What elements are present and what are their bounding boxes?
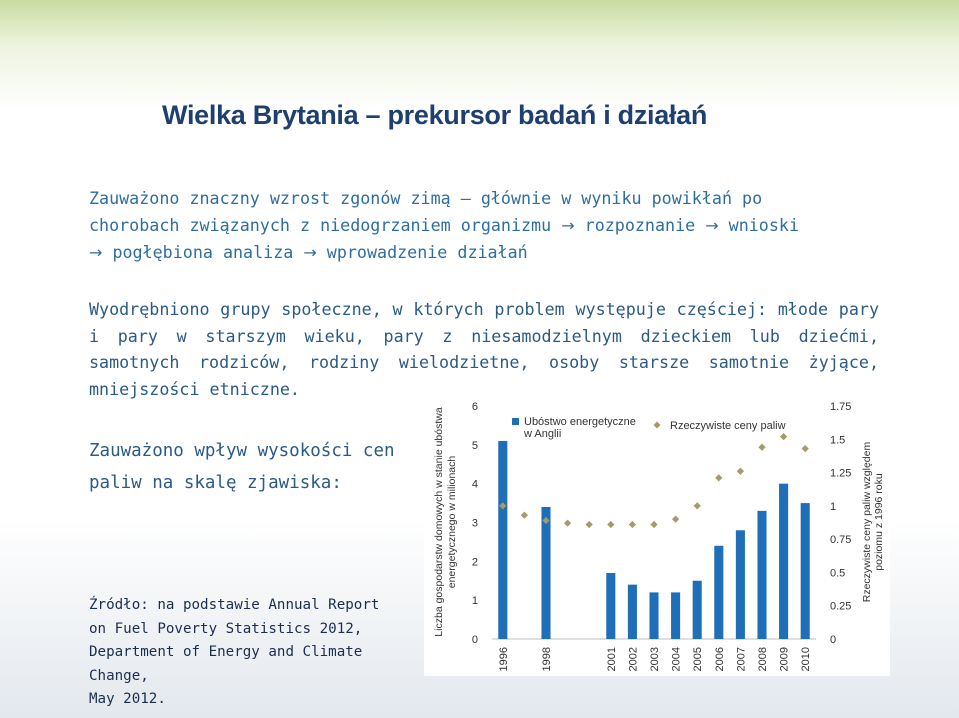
intro-line-2b: rozpoznanie — [574, 214, 706, 235]
bar-2008 — [757, 511, 766, 639]
left-tick-label: 4 — [471, 478, 478, 491]
fuel-price-paragraph: Zauważono wpływ wysokości cen paliw na skalę zjawiska: — [89, 441, 395, 493]
intro-line-2a: chorobach związanych z niedogrzaniem organizmu — [89, 214, 562, 235]
fuel-price-marker — [629, 521, 636, 528]
fuel-price-marker — [802, 445, 809, 452]
y-axis-left-label: Liczba gospodarstw domowych w stanie ubóstwa — [433, 407, 445, 637]
fuel-price-marker — [521, 512, 528, 519]
legend-marker-label: Rzeczywiste ceny paliw — [670, 420, 786, 432]
bar-2005 — [693, 581, 702, 639]
right-tick-label: 1.75 — [830, 401, 852, 413]
x-tick-label: 2003 — [649, 647, 661, 672]
x-tick-label: 2010 — [800, 647, 813, 672]
bar-1998 — [541, 507, 550, 639]
bar-2009 — [779, 484, 788, 639]
bar-2007 — [736, 530, 745, 639]
x-tick-label: 2004 — [670, 647, 683, 672]
intro-line-2c: wnioski — [718, 214, 799, 235]
intro-paragraph — [89, 185, 879, 267]
right-tick-label: 1.5 — [830, 434, 846, 447]
fuel-price-marker — [650, 521, 657, 528]
left-tick-label: 0 — [471, 634, 478, 646]
fuel-poverty-chart — [424, 396, 890, 676]
y-axis-right-label: poziomu z 1996 roku — [873, 473, 885, 571]
right-tick-label: 0 — [830, 634, 837, 646]
bar-2003 — [649, 592, 658, 639]
y-axis-left-label: energetycznego w milionach — [446, 455, 458, 589]
bar-1996 — [498, 441, 507, 639]
fuel-price-marker — [586, 521, 593, 528]
x-tick-label: 1998 — [541, 647, 553, 672]
fuel-price-marker — [564, 520, 571, 527]
arrow-right-icon: → — [705, 215, 719, 235]
arrow-right-icon: → — [561, 215, 575, 235]
legend-bar-label: w Anglii — [524, 428, 562, 440]
fuel-price-marker — [607, 521, 614, 528]
left-tick-label: 6 — [471, 401, 478, 413]
slide-title: Wielka Brytania – prekursor badań i działań — [162, 100, 708, 130]
source-line-4: May 2012. — [89, 691, 166, 707]
left-tick-label: 5 — [471, 439, 478, 452]
bar-2001 — [606, 573, 615, 639]
right-tick-label: 1 — [830, 500, 837, 513]
chart-svg — [424, 396, 890, 676]
fuel-price-marker — [737, 468, 744, 475]
x-tick-label: 2001 — [605, 647, 618, 672]
fuel-price-marker — [672, 516, 679, 523]
right-tick-label: 0.75 — [830, 534, 852, 547]
fuel-price-marker — [715, 474, 722, 481]
x-tick-label: 2009 — [778, 647, 791, 672]
fuel-price-marker — [780, 433, 787, 440]
source-line-3: Department of Energy and Climate Change, — [89, 644, 363, 684]
bar-2010 — [801, 503, 810, 639]
bar-2004 — [671, 592, 680, 639]
x-tick-label: 1996 — [497, 647, 510, 672]
source-line-2: on Fuel Poverty Statistics 2012, — [89, 620, 363, 637]
arrow-right-icon: → — [303, 243, 317, 262]
x-tick-label: 2008 — [757, 647, 769, 672]
legend-marker-swatch — [654, 422, 661, 429]
right-tick-label: 1.25 — [830, 467, 852, 480]
social-groups-paragraph: Wyodrębniono grupy społeczne, w których problem występuje częściej: młode pary i pary w starszym wieku, pary z niesamodzielnym dzieckiem lub dziećmi, samotnych rodziców, rodziny wielodzietne, osoby starsze samotnie żyjące, mniejszości etniczne. — [89, 299, 879, 399]
legend-bar-label: Ubóstwo energetyczne — [524, 416, 636, 428]
x-tick-label: 2006 — [713, 647, 726, 672]
bar-2006 — [714, 546, 723, 639]
arrow-right-icon: → — [89, 243, 103, 262]
intro-line-3b: wprowadzenie działań — [316, 242, 528, 262]
source-line-1: Źródło: na podstawie Annual Report — [89, 597, 380, 613]
bar-2002 — [628, 585, 637, 639]
x-tick-label: 2007 — [735, 647, 748, 672]
left-tick-label: 3 — [471, 517, 478, 530]
fuel-price-marker — [694, 502, 701, 509]
fuel-price-marker — [758, 444, 765, 451]
y-axis-right-label: Rzeczywiste ceny paliw względem — [861, 441, 873, 603]
left-tick-label: 1 — [471, 595, 478, 608]
intro-line-3a: pogłębiona analiza — [102, 242, 304, 262]
left-tick-label: 2 — [471, 556, 478, 569]
right-tick-label: 0.5 — [830, 567, 846, 580]
source-note — [89, 594, 419, 712]
right-tick-label: 0.25 — [830, 600, 852, 613]
legend-bar-swatch — [512, 418, 519, 425]
x-tick-label: 2005 — [692, 647, 705, 672]
intro-line-1: Zauważono znaczny wzrost zgonów zimą – głównie w wyniku powikłań po — [89, 188, 763, 208]
x-tick-label: 2002 — [627, 647, 640, 672]
